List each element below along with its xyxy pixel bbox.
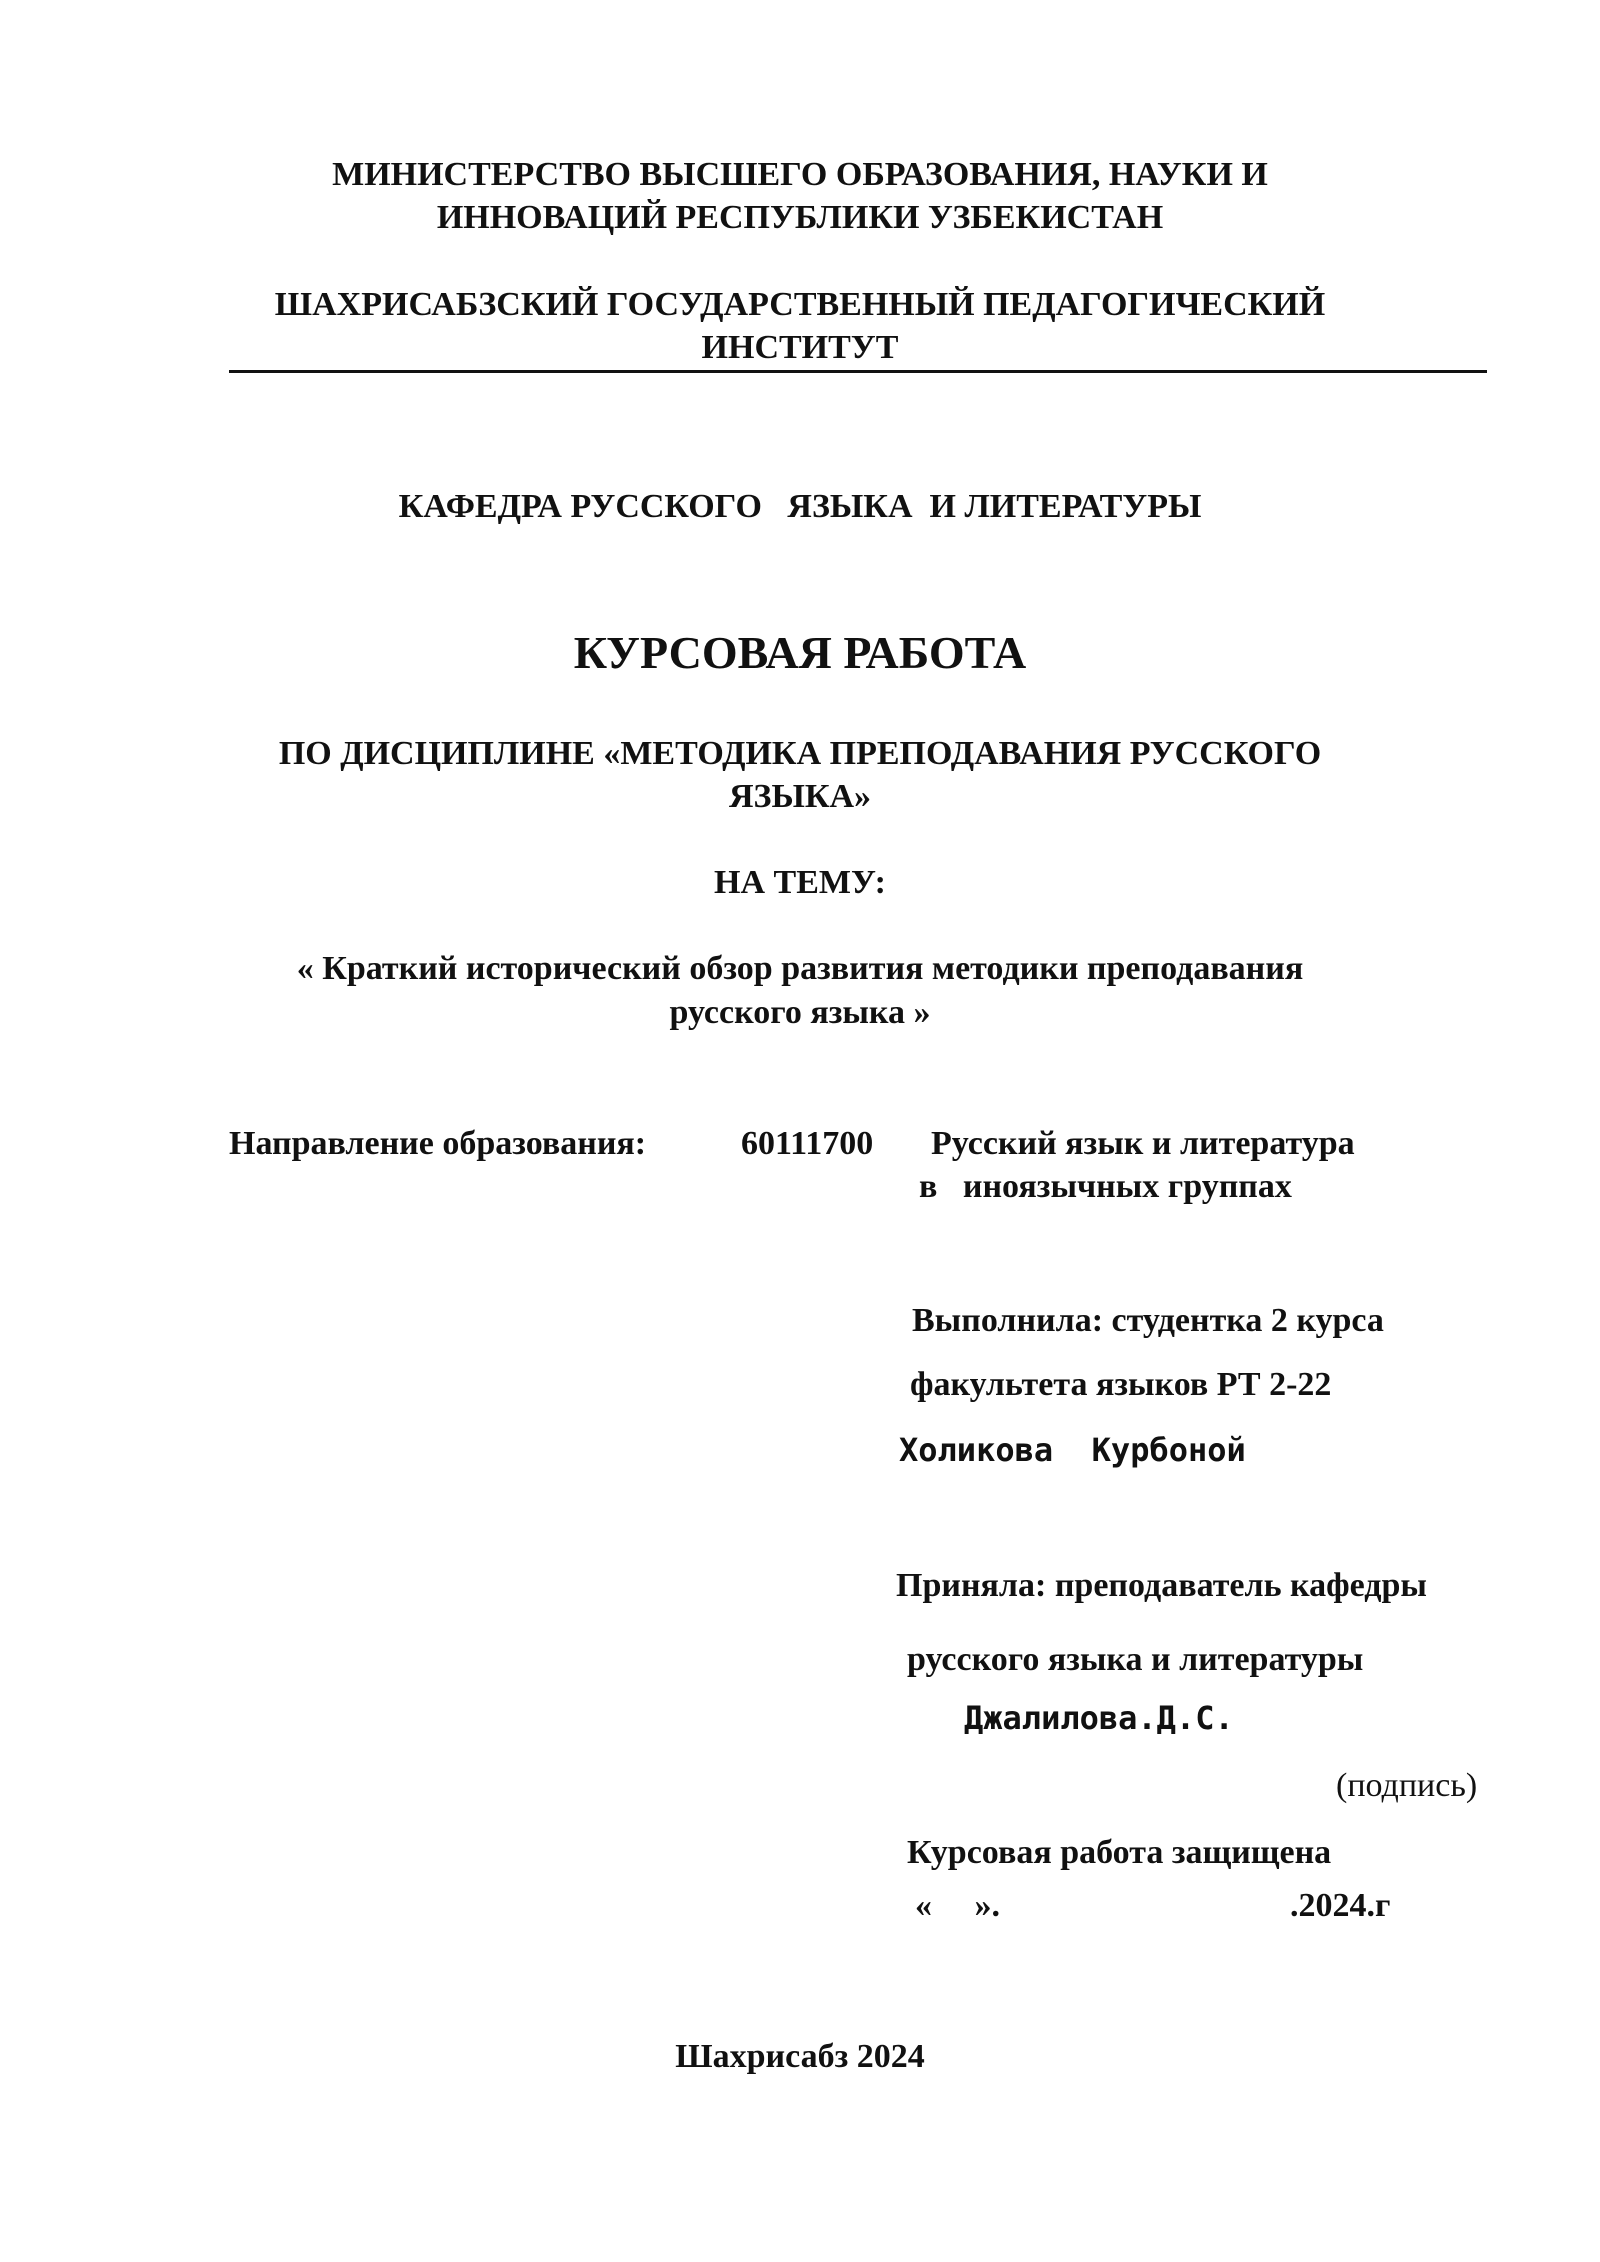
- work-type-title: КУРСОВАЯ РАБОТА: [573, 627, 1027, 678]
- department-heading: КАФЕДРА РУССКОГО ЯЗЫКА И ЛИТЕРАТУРЫ: [398, 488, 1202, 525]
- ministry-line-1: МИНИСТЕРСТВО ВЫСШЕГО ОБРАЗОВАНИЯ, НАУКИ И: [332, 156, 1268, 193]
- signature-label: (подпись): [1336, 1767, 1478, 1804]
- direction-label: Направление образования:: [229, 1125, 647, 1162]
- defense-date-year: .2024.г: [1290, 1887, 1391, 1924]
- student-line-1: Выполнила: студентка 2 курса: [912, 1302, 1384, 1339]
- institute-line-1: ШАХРИСАБЗСКИЙ ГОСУДАРСТВЕННЫЙ ПЕДАГОГИЧЕСКИЙ: [274, 286, 1326, 323]
- direction-code: 60111700: [741, 1125, 874, 1162]
- supervisor-line-2: русского языка и литературы: [907, 1641, 1364, 1678]
- footer-city-year: Шахрисабз 2024: [675, 2038, 925, 2075]
- direction-name-line-1: Русский язык и литература: [931, 1125, 1355, 1162]
- header-divider: [229, 370, 1487, 373]
- supervisor-line-1: Приняла: преподаватель кафедры: [896, 1567, 1427, 1604]
- topic-line-1: « Краткий исторический обзор развития методики преподавания: [296, 950, 1304, 987]
- topic-line-2: русского языка »: [669, 994, 931, 1031]
- supervisor-name: Джалилова.Д.С.: [964, 1699, 1234, 1737]
- discipline-line-2: ЯЗЫКА»: [728, 778, 872, 815]
- institute-line-2: ИНСТИТУТ: [701, 329, 899, 366]
- topic-label: НА ТЕМУ:: [714, 864, 886, 901]
- defense-line: Курсовая работа защищена: [907, 1834, 1332, 1871]
- student-line-2: факультета языков РТ 2-22: [910, 1366, 1332, 1403]
- defense-date-quotes: « ».: [915, 1887, 1000, 1924]
- discipline-line-1: ПО ДИСЦИПЛИНЕ «МЕТОДИКА ПРЕПОДАВАНИЯ РУССКОГО: [278, 735, 1322, 772]
- direction-name-line-2: в иноязычных группах: [919, 1168, 1292, 1205]
- ministry-line-2: ИННОВАЦИЙ РЕСПУБЛИКИ УЗБЕКИСТАН: [436, 199, 1164, 236]
- student-name: Холикова Курбоной: [899, 1431, 1246, 1469]
